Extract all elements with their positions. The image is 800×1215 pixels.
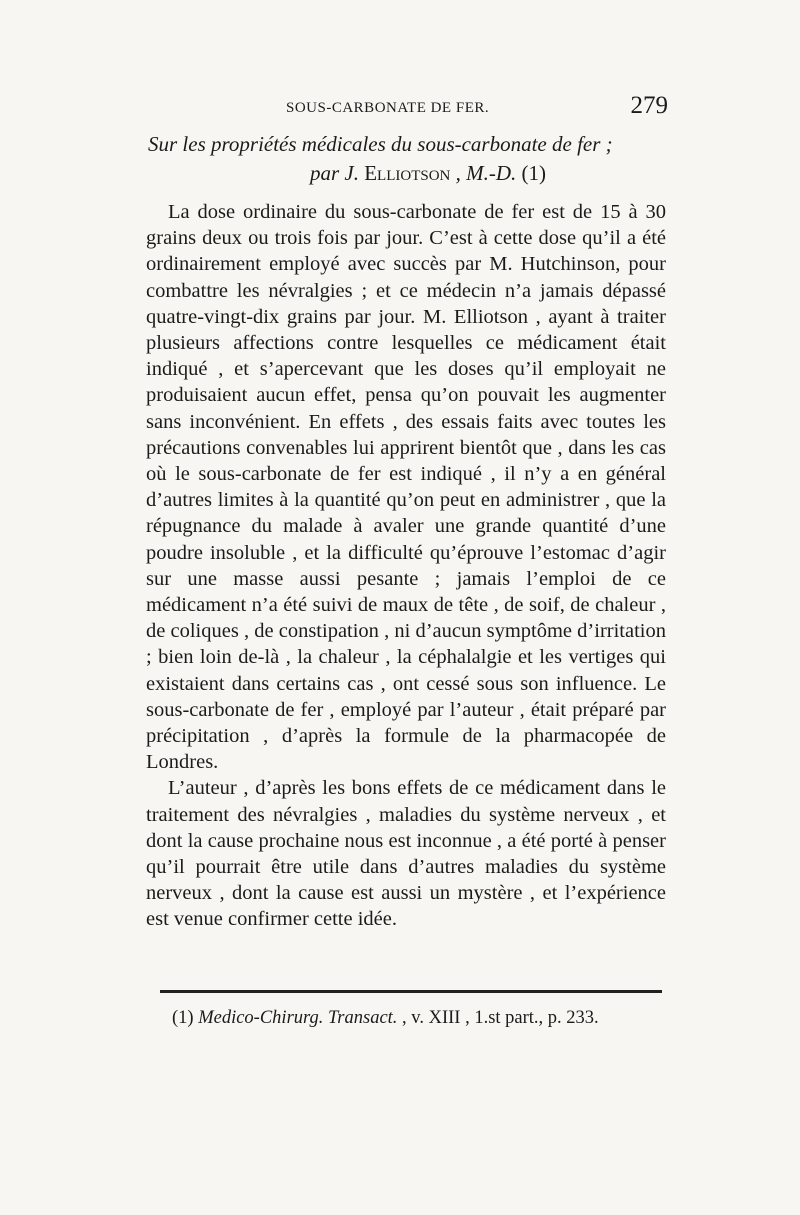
article-title <box>148 130 668 188</box>
title-line-2 <box>148 159 668 188</box>
footnote-rule <box>160 990 662 993</box>
footnote-source: Medico-Chirurg. Transact. <box>198 1008 398 1028</box>
paragraph-2: L’auteur , d’après les bons effets de ce médicament dans le traitement des névralgies , maladies du système nerveux , et dont la cause prochaine nous est inconnue , a été porté à penser qu’il pourrait être utile dans d’autres maladies du système nerveux , dont la cause est aussi un mystère , et l’expérience est venue confirmer cette idée. <box>146 777 666 931</box>
footnote-details: , v. XIII , 1.st part., p. 233. <box>397 1008 599 1028</box>
author-name: Elliotson <box>364 161 451 185</box>
body-text <box>146 199 666 933</box>
title-line-1: Sur les propriétés médicales du sous-carbonate de fer ; <box>148 132 613 156</box>
paragraph-1: La dose ordinaire du sous-carbonate de fer est de 15 à 30 grains deux ou trois fois par jour. C’est à cette dose qu’il a été ordinairement employé avec succès par M. Hutchinson, pour combattre les névralgies ; et ce médecin n’a jamais dépassé quatre-vingt-dix grains par jour. M. Elliotson , ayant à traiter plusieurs affections contre lesquelles ce médicament était indiqué , et s’apercevant que les doses qu’il employait ne produisaient aucun effet, pensa qu’on pouvait les augmenter sans inconvénient. En effets , des essais faits avec toutes les précautions convenables lui apprirent bientôt que , dans les cas où le sous-carbonate de fer est indiqué , il n’y a en général d’autres limites à la quantité qu’on peut en administrer , que la répugnance du malade à avaler une grande quantité d’une poudre insoluble , et la difficulté qu’éprouve l’estomac d’agir sur une masse aussi pesante ; jamais l’emploi de ce médicament n’a été suivi de maux de tête , de soif, de chaleur , de coliques , de constipation , ni d’aucun symptôme d’irritation ; bien loin de-là , la chaleur , la céphalalgie et les vertiges qui existaient dans certains cas , ont cessé sous son influence. Le sous-carbonate de fer , employé par l’auteur , était préparé par précipitation , d’après la formule de la pharmacopée de Londres. <box>146 201 666 774</box>
running-head <box>140 92 680 126</box>
footnote-marker: (1) <box>172 1008 199 1028</box>
footnote-reference: (1) <box>516 161 547 185</box>
title-separator: , <box>450 161 467 185</box>
page-number: 279 <box>630 92 668 119</box>
running-title: SOUS-CARBONATE DE FER. <box>286 100 490 116</box>
footnote <box>172 1008 672 1029</box>
title-byline-prefix: par J. <box>309 161 365 185</box>
author-degree: M.-D. <box>466 161 517 185</box>
